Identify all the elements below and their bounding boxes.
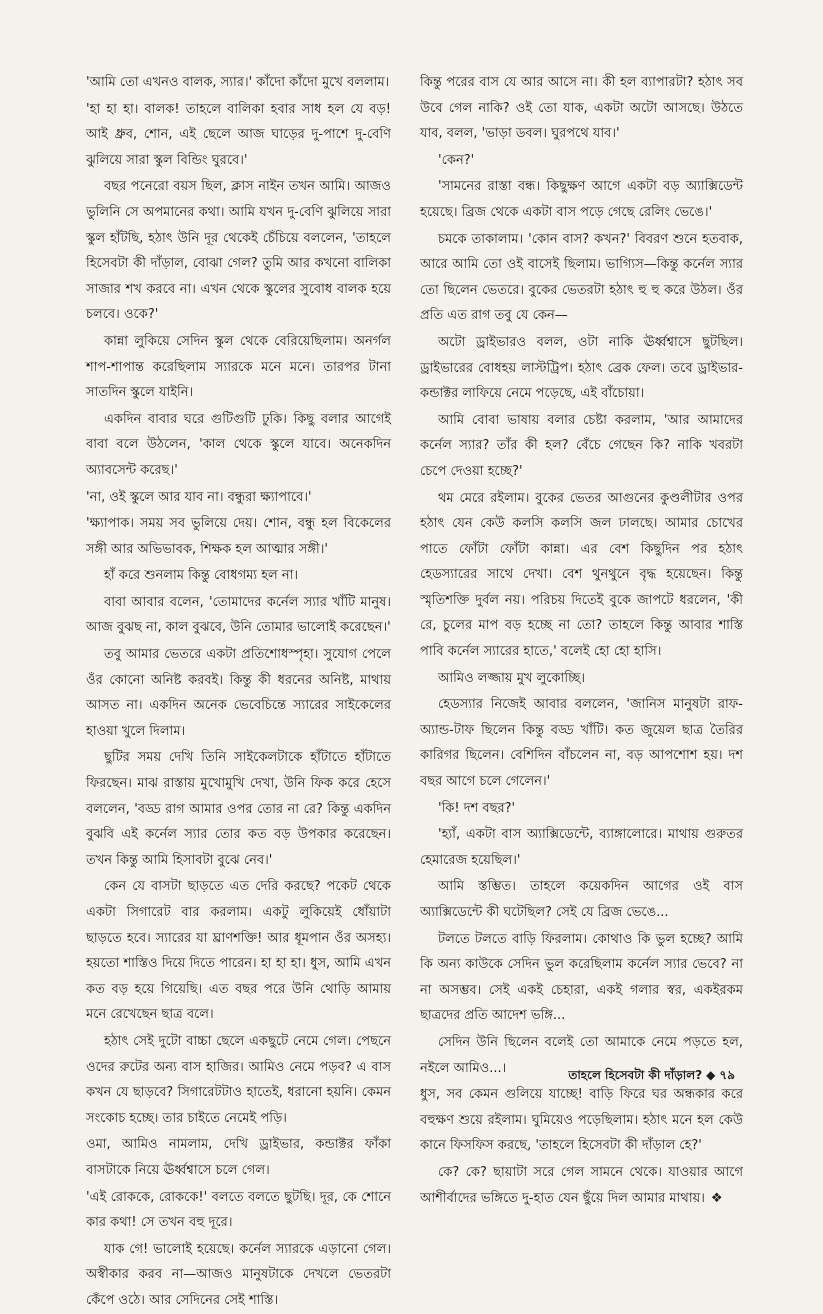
paragraph: আমি স্তম্ভিত। তাহলে কয়েকদিন আগের ওই বাস অ্যাক্সিডেন্টে কী ঘটেছিল? সেই যে ব্রিজ ভেঙে...	[420, 879, 743, 920]
paragraph: সেদিন উনি ছিলেন বলেই তো আমাকে নেমে পড়তে হল, নইলে আমিও...।	[420, 1034, 743, 1076]
paragraph: তবু আমার ভেতরে একটা প্রতিশোধস্পৃহা। সুযোগ পেলে ওঁর কোনো অনিষ্ট করবই। কিন্তু কী ধরনের অনিষ্ট, মাথায় আসত না। একদিন অনেক ভেবেচিন্তে স্যারের সাইকেলের হাওয়া খুলে দিলাম।	[86, 647, 391, 739]
paragraph: আমি বোবা ভাষায় বলার চেষ্টা করলাম, 'আর আমাদের কর্নেল স্যার? তাঁর কী হল? বেঁচে গেছেন কি? নাকি খবরটা চেপে দেওয়া হচ্ছে?'	[420, 412, 743, 479]
paragraph: হেডস্যার নিজেই আবার বললেন, 'জানিস মানুষটা রাফ-অ্যান্ড-টাফ ছিলেন কিন্তু বড্ড খাঁটি। কত জুয়েল ছাত্র তৈরির কারিগর ছিলেন। বেশিদিন বাঁচলেন না, বড় আপশোশ হয়। দশ বছর আগে চলে গেলেন।'	[420, 697, 743, 790]
page-footer	[568, 1067, 735, 1087]
paragraph: 'কেন?'	[438, 152, 475, 168]
paragraph: টলতে টলতে বাড়ি ফিরলাম। কোথাও কি ভুল হচ্ছে? আমি কি অন্য কাউকে সেদিন ভুল করেছিলাম কর্নেল স্যার ভেবে? না না অসম্ভব। সেই একই চেহারা, একই গলার স্বর, একইরকম ছাত্রদের প্রতি আদেশ ভঙ্গি...	[420, 931, 743, 1024]
paragraph: হাঁ করে শুনলাম কিন্তু বোধগম্য হল না।	[104, 568, 299, 584]
paragraph: অটো ড্রাইভারও বলল, ওটা নাকি ঊর্ধ্বশ্বাসে ছুটছিল। ড্রাইভারের বোধহয় লাস্টট্রিপ। হঠাৎ ব্রেক ফেল। তবে ড্রাইভার-কন্ডাক্টর লাফিয়ে নেমে পড়েছে, এই বাঁচোয়া।	[420, 334, 743, 402]
paragraph: হঠাৎ সেই দুটো বাচ্চা ছেলে একছুটে নেমে গেল। পেছনে ওদের রুটের অন্য বাস হাজির। আমিও নেমে পড়ব? এ বাস কখন যে ছাড়বে? সিগারেটটাও হাতেই, ধরানো হয়নি। কেমন সংকোচ হচ্ছে। তার চাইতে নেমেই পড়ি।	[86, 1033, 391, 1126]
paragraph: 'কি! দশ বছর?'	[438, 800, 516, 816]
end-ornament-icon: ❖	[710, 1190, 723, 1206]
final-paragraph	[420, 1160, 743, 1211]
paragraph: 'হা হা হা। বালক! তাহলে বালিকা হবার সাধ হল যে বড়! আই ধ্রুব, শোন, এই ছেলে আজ ঘাড়ের দু-পাশে দু-বেণি ঝুলিয়ে সারা স্কুল বিন্ডিং ঘুরবে।'	[86, 101, 391, 168]
footer-title: তাহলে হিসেবটা কী দাঁড়াল?	[568, 1068, 703, 1082]
page-number: ৭৯	[719, 1068, 735, 1082]
paragraph: 'হ্যাঁ, একটা বাস অ্যাক্সিডেন্টে, ব্যাঙ্গালোরে। মাথায় গুরুতর হেমারেজ হয়েছিল।'	[420, 827, 743, 868]
paragraph: 'আমি তো এখনও বালক, স্যার।' কাঁদো কাঁদো মুখে বললাম।	[86, 75, 390, 90]
paragraph: থম মেরে রইলাম। বুকের ভেতর আগুনের কুণ্ডলীটার ওপর হঠাৎ যেন কেউ কলসি কলসি জল ঢালছে। আমার চোখের পাতে ফোঁটা ফোঁটা কান্না। এর বেশ কিছুদিন পর হঠাৎ হেডস্যারের সাথে দেখা। বেশ থুনথুনে বৃদ্ধ হয়েছেন। কিন্তু স্মৃতিশক্তি দুর্বল নয়। পরিচয় দিতেই বুকে জাপটে ধরলেন, 'কী রে, চুলের মাপ বড় হচ্ছে না তো? তাহলে কিন্তু আবার শাস্তি পাবি কর্নেল স্যারের হাতে,' বলেই হো হো হাসি।	[420, 490, 743, 660]
diamond-separator-icon: ◆	[706, 1068, 716, 1082]
paragraph: যাক গে! ভালোই হয়েছে। কর্নেল স্যারকে এড়ানো গেল। অস্বীকার করব না—আজও মানুষটাকে দেখলে ভেতরটা কেঁপে ওঠে। আর সেদিনের সেই শাস্তি।	[86, 1241, 391, 1308]
paragraph: 'এই রোককে, রোককে!' বলতে বলতে ছুটছি। দূর, কে শোনে কার কথা! সে তখন বহু দূরে।	[86, 1189, 391, 1231]
paragraph: বছর পনেরো বয়স ছিল, ক্লাস নাইন তখন আমি। আজও ভুলিনি সে অপমানের কথা। আমি যখন দু-বেণি ঝুলিয়ে সারা স্কুল হাঁটছি, হঠাৎ উনি দূর থেকেই চেঁচিয়ে বললেন, 'তাহলে হিসেবটা কী দাঁড়াল, বোঝা গেল? তুমি আর কখনো বালিকা সাজার শখ করবে না। এখন থেকে স্কুলের সুবোধ বালক হয়ে চলবে। ওকে?'	[86, 179, 391, 323]
paragraph: কেন যে বাসটা ছাড়তে এত দেরি করছে? পকেট থেকে একটা সিগারেট বার করলাম। একটু লুকিয়েই ধোঁয়াটা ছাড়তে হবে। স্যারের যা ঘ্রাণশক্তি! আর ধূমপান ওঁর অসহ্য। হয়তো শাস্তিও দিয়ে দিতে পারেন। হা হা হা। ধুস, আমি এখন কত বড় হয়ে গিয়েছি। এত বছর পরে উনি থোড়ি আমায় মনে রেখেছেন ছাত্র বলে।	[86, 879, 391, 1023]
paragraph: 'ক্ষ্যাপাক। সময় সব ভুলিয়ে দেয়। শোন, বন্ধু হল বিকেলের সঙ্গী আর অভিভাবক, শিক্ষক হল আত্মার সঙ্গী।'	[86, 516, 391, 557]
left-column	[86, 70, 391, 1308]
paragraph: কান্না লুকিয়ে সেদিন স্কুল থেকে বেরিয়েছিলাম। অনর্গল শাপ-শাপান্ত করেছিলাম স্যারকে মনে মনে। তারপর টানা সাতদিন স্কুলে যাইনি।	[86, 333, 391, 401]
paragraph: কিন্তু পরের বাস যে আর আসে না। কী হল ব্যাপারটা? হঠাৎ সব উবে গেল নাকি? ওই তো যাক, একটা অটো আসছে। উঠতে যাব, বলল, 'ভাড়া ডবল। ঘুরপথে যাব।'	[420, 75, 743, 142]
paragraph: 'না, ওই স্কুলে আর যাব না। বন্ধুরা ক্ষ্যাপাবে।'	[86, 489, 312, 505]
paragraph: চমকে তাকালাম। 'কোন বাস? কখন?' বিবরণ শুনে হতবাক, আরে আমি তো ওই বাসেই ছিলাম। ভাগ্যিস—কিন্তু কর্নেল স্যার তো ছিলেন ভেতরে। বুকের ভেতরটা হঠাৎ হু হু করে উঠল। ওঁর প্রতি এত রাগ তবু যে কেন—	[420, 231, 743, 324]
paragraph: একদিন বাবার ঘরে গুটিগুটি ঢুকি। কিছু বলার আগেই বাবা বলে উঠলেন, 'কাল থেকে স্কুলে যাবে। অনেকদিন অ্যাবসেন্ট করেছ।'	[86, 411, 391, 478]
paragraph: ওমা, আমিও নামলাম, দেখি ড্রাইভার, কন্ডাক্টর ফাঁকা বাসটাকে নিয়ে ঊর্ধ্বশ্বাসে চলে গেল।	[86, 1137, 391, 1178]
paragraph: বাবা আবার বলেন, 'তোমাদের কর্নেল স্যার খাঁটি মানুষ। আজ বুঝছ না, কাল বুঝবে, উনি তোমার ভালোই করেছেন।'	[86, 594, 391, 636]
paragraph-text: কে? কে? ছায়াটা সরে গেল সামনে থেকে। যাওয়ার আগে আশীর্বাদের ভঙ্গিতে দু-হাত যেন ছুঁয়ে দিল আমার মাথায়।	[420, 1164, 743, 1206]
paragraph: আমিও লজ্জায় মুখ লুকোচ্ছি।	[438, 670, 586, 686]
paragraph: 'সামনের রাস্তা বন্ধ। কিছুক্ষণ আগে একটা বড় অ্যাক্সিডেন্ট হয়েছে। ব্রিজ থেকে একটা বাস পড়ে গেছে রেলিং ভেঙে।'	[420, 179, 743, 220]
paragraph: ছুটির সময় দেখি তিনি সাইকেলটাকে হাঁটাতে হাঁটাতে ফিরছেন। মাঝ রাস্তায় মুখোমুখি দেখা, উনি ফিক করে হেসে বললেন, 'বড্ড রাগ আমার ওপর তোর না রে? কিন্তু একদিন বুঝবি এই কর্নেল স্যার তোর কত বড় উপকার করেছেন। তখন কিন্তু আমি হিসাবটা বুঝে নেব।'	[86, 750, 391, 868]
paragraph: ধুস, সব কেমন গুলিয়ে যাচ্ছে! বাড়ি ফিরে ঘর অন্ধকার করে বহুক্ষণ শুয়ে রইলাম। ঘুমিয়েও পড়েছিলাম। হঠাৎ মনে হল কেউ কানে ফিসফিস করছে, 'তাহলে হিসেবটা কী দাঁড়াল হে?'	[420, 1087, 743, 1154]
